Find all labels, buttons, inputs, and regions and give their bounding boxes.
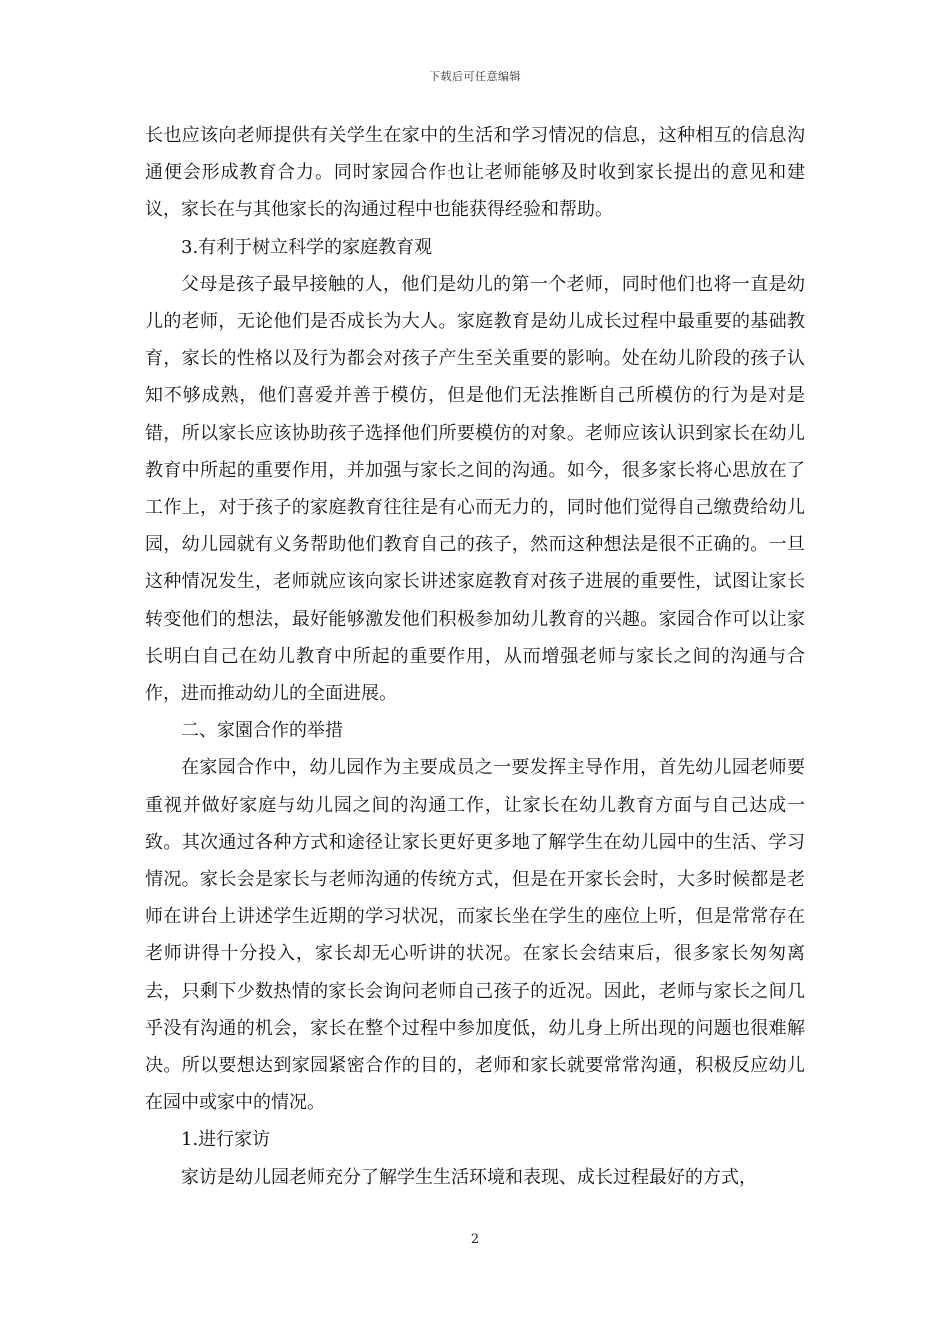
paragraph-parents: 父母是孩子最早接触的人，他们是幼儿的第一个老师，同时他们也将一直是幼儿的老师，无论他们是否成长为大人。家庭教育是幼儿成长过程中最重要的基础教育，家长的性格以及行为都会对孩子产生至关重要的影响。处在幼儿阶段的孩子认知不够成熟，他们喜爱并善于模仿，但是他们无法推断自己所模仿的行为是对是错，所以家长应该协助孩子选择他们所要模仿的对象。老师应该认识到家长在幼儿教育中所起的重要作用，并加强与家长之间的沟通。如今，很多家长将心思放在了工作上，对于孩子的家庭教育往往是有心而无力的，同时他们觉得自己缴费给幼儿园，幼儿园就有义务帮助他们教育自己的孩子，然而这种想法是很不正确的。一旦这种情况发生，老师就应该向家长讲述家庭教育对孩子进展的重要性，试图让家长转变他们的想法，最好能够激发他们积极参加幼儿教育的兴趣。家园合作可以让家长明白自己在幼儿教育中所起的重要作用，从而增强老师与家长之间的沟通与合作，进而推动幼儿的全面进展。 [145,273,805,705]
page-number: 2 [470,1232,480,1247]
subheading-1: 1.进行家访 [181,1129,271,1151]
paragraph-home-visit: 家访是幼儿园老师充分了解学生生活环境和表现、成长过程最好的方式， [181,1166,757,1188]
page-header: 下载后可任意编辑 [429,70,521,83]
document-body [145,117,805,1196]
paragraph-continuation: 长也应该向老师提供有关学生在家中的生活和学习情况的信息，这种相互的信息沟通便会形成教育合力。同时家园合作也让老师能够及时收到家长提出的意见和建议，家长在与其他家长的沟通过程中也能获得经验和帮助。 [145,125,805,221]
section-heading-2: 二、家園合作的举措 [181,720,343,742]
paragraph-cooperation: 在家园合作中，幼儿园作为主要成员之一要发挥主导作用，首先幼儿园老师要重视并做好家庭与幼儿园之间的沟通工作，让家长在幼儿教育方面与自己达成一致。其次通过各种方式和途径让家长更好更多地了解学生在幼儿园中的生活、学习情况。家长会是家长与老师沟通的传统方式，但是在开家长会时，大多时候都是老师在讲台上讲述学生近期的学习状况，而家长坐在学生的座位上听，但是常常存在老师讲得十分投入，家长却无心听讲的状况。在家长会结束后，很多家长匆匆离去，只剩下少数热情的家长会询问老师自己孩子的近况。因此，老师与家长之间几乎没有沟通的机会，家长在整个过程中参加度低，幼儿身上所出现的问题也很难解决。所以要想达到家园紧密合作的目的，老师和家长就要常常沟通，积极反应幼儿在园中或家中的情况。 [145,757,805,1114]
subheading-3: 3.有利于树立科学的家庭教育观 [181,236,433,258]
